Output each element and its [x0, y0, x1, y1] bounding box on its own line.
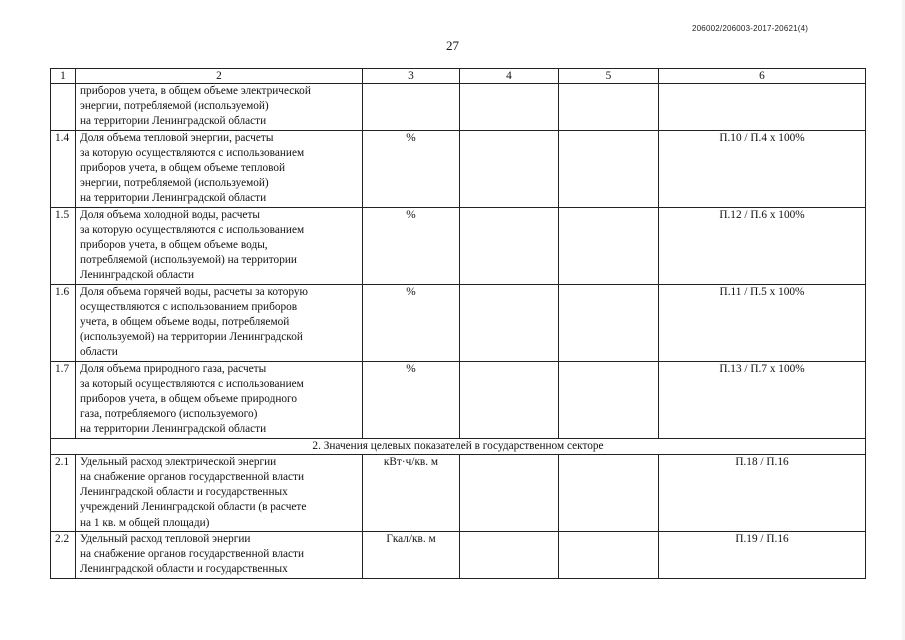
header-col-3: 3	[363, 69, 460, 84]
header-col-5: 5	[559, 69, 659, 84]
row-number: 1.7	[51, 361, 76, 438]
indicator-name: Доля объема природного газа, расчеты за который осуществляются с использованием приборов учета, в общем объеме природного газа, потребляемого (используемого) на территории Ленинградской области	[76, 361, 363, 438]
indicator-name: Удельный расход электрической энергии на снабжение органов государственной власти Ленинградской области и государственных учреждений Ленинградской области (в расчете на 1 кв. м общей площади)	[76, 454, 363, 531]
header-col-2: 2	[76, 69, 363, 84]
unit-cell: %	[363, 207, 460, 284]
col5-cell	[559, 130, 659, 207]
col4-cell	[460, 531, 559, 578]
unit-cell: %	[363, 130, 460, 207]
header-col-4: 4	[460, 69, 559, 84]
col4-cell	[460, 207, 559, 284]
row-number: 1.5	[51, 207, 76, 284]
table-row	[51, 207, 866, 284]
document-id: 206002/206003-2017-20621(4)	[692, 24, 809, 33]
header-col-1: 1	[51, 69, 76, 84]
table-row	[51, 284, 866, 361]
col4-cell	[460, 130, 559, 207]
col4-cell	[460, 284, 559, 361]
header-row	[51, 69, 866, 84]
unit-cell	[363, 84, 460, 131]
formula-cell: П.11 / П.5 х 100%	[659, 284, 866, 361]
table-row	[51, 454, 866, 531]
unit-cell: кВт·ч/кв. м	[363, 454, 460, 531]
col5-cell	[559, 84, 659, 131]
row-number: 2.2	[51, 531, 76, 578]
col5-cell	[559, 207, 659, 284]
col4-cell	[460, 361, 559, 438]
table-row	[51, 361, 866, 438]
header-col-6: 6	[659, 69, 866, 84]
table-row	[51, 84, 866, 131]
indicator-name: приборов учета, в общем объеме электрической энергии, потребляемой (используемой) на территории Ленинградской области	[76, 84, 363, 131]
row-number: 2.1	[51, 454, 76, 531]
col5-cell	[559, 531, 659, 578]
indicator-name: Доля объема холодной воды, расчеты за которую осуществляются с использованием приборов учета, в общем объеме воды, потребляемой (используемой) на территории Ленинградской области	[76, 207, 363, 284]
formula-cell: П.19 / П.16	[659, 531, 866, 578]
col5-cell	[559, 284, 659, 361]
row-number: 1.6	[51, 284, 76, 361]
row-number	[51, 84, 76, 131]
table-row	[51, 130, 866, 207]
unit-cell: %	[363, 361, 460, 438]
unit-cell: %	[363, 284, 460, 361]
indicator-name: Доля объема горячей воды, расчеты за которую осуществляются с использованием приборов учета, в общем объеме воды, потребляемой (используемой) на территории Ленинградской области	[76, 284, 363, 361]
formula-cell: П.18 / П.16	[659, 454, 866, 531]
formula-cell: П.13 / П.7 х 100%	[659, 361, 866, 438]
indicator-name: Доля объема тепловой энергии, расчеты за которую осуществляются с использованием приборов учета, в общем объеме тепловой энергии, потребляемой (используемой) на территории Ленинградской области	[76, 130, 363, 207]
formula-cell: П.12 / П.6 х 100%	[659, 207, 866, 284]
indicator-name: Удельный расход тепловой энергии на снабжение органов государственной власти Ленинградской области и государственных	[76, 531, 363, 578]
col4-cell	[460, 454, 559, 531]
section-title: 2. Значения целевых показателей в государственном секторе	[51, 438, 866, 454]
col5-cell	[559, 361, 659, 438]
section-header-row	[51, 438, 866, 454]
table-row	[51, 531, 866, 578]
col4-cell	[460, 84, 559, 131]
indicators-table	[50, 68, 866, 579]
page-number: 27	[446, 38, 459, 53]
col5-cell	[559, 454, 659, 531]
row-number: 1.4	[51, 130, 76, 207]
formula-cell	[659, 84, 866, 131]
formula-cell: П.10 / П.4 х 100%	[659, 130, 866, 207]
unit-cell: Гкал/кв. м	[363, 531, 460, 578]
